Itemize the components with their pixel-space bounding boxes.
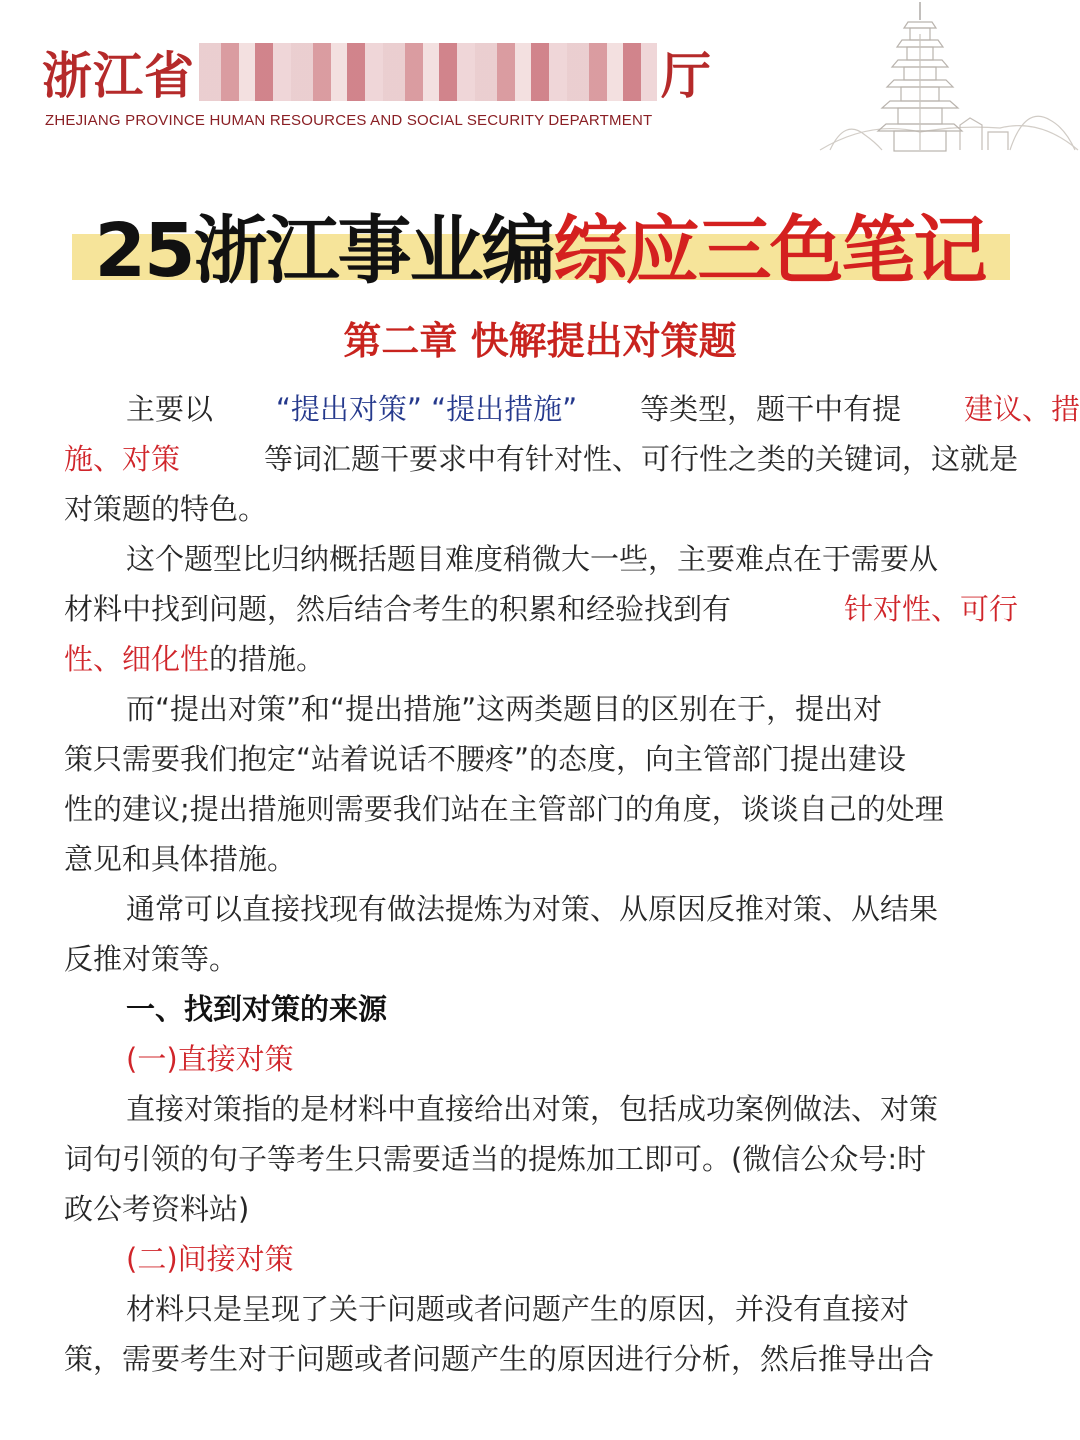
highlight-red-text: 建议、措 <box>963 392 1080 426</box>
paragraph-line <box>64 1137 1018 1178</box>
paragraph-line <box>64 837 1018 878</box>
paragraph-line <box>64 787 1018 828</box>
text-segment: 而“提出对策”和“提出措施”这两类题目的区别在于，提出对 <box>126 692 883 726</box>
paragraph-line <box>64 537 1080 578</box>
paragraph-line <box>64 1287 1080 1328</box>
title-red-part: 综应三色笔记 <box>553 208 986 294</box>
paragraph-line <box>64 1087 1080 1128</box>
subsection-heading <box>64 1037 1080 1078</box>
text-segment: 通常可以直接找现有做法提炼为对策、从原因反推对策、从结果 <box>126 892 939 926</box>
text-segment: 反推对策等。 <box>64 942 239 976</box>
paragraph-line <box>64 737 1018 778</box>
paragraph-line <box>64 1337 1018 1378</box>
highlight-red-text: 施、对策 <box>64 442 181 476</box>
highlight-red-text: 性、细化性 <box>64 642 210 676</box>
section-heading-text: 一、找到对策的来源 <box>126 992 388 1026</box>
highlight-red-text: 针对性、可行 <box>843 592 1018 626</box>
text-segment: 策，需要考生对于问题或者问题产生的原因进行分析，然后推导出合 <box>64 1342 935 1376</box>
paragraph-line <box>64 937 1018 978</box>
text-segment: 对策题的特色。 <box>64 492 268 526</box>
text-segment: 主要以 <box>126 392 214 426</box>
text-segment: 意见和具体措施。 <box>64 842 297 876</box>
paragraph-line <box>64 587 1018 628</box>
text-segment: 的措施。 <box>209 642 326 676</box>
main-title <box>0 192 1080 298</box>
text-segment: 词句引领的句子等考生只需要适当的提炼加工即可。(微信公众号:时 <box>64 1142 927 1176</box>
text-segment: 政公考资料站) <box>64 1192 250 1226</box>
department-name-cn <box>42 36 712 108</box>
paragraph-line <box>64 387 1080 428</box>
text-segment: 这个题型比归纳概括题目难度稍微大一些，主要难点在于需要从 <box>126 542 939 576</box>
chapter-subtitle: 第二章 快解提出对策题 <box>343 319 737 363</box>
text-segment: 策只需要我们抱定“站着说话不腰疼”的态度，向主管部门提出建设 <box>64 742 907 776</box>
text-segment: 材料只是呈现了关于问题或者问题产生的原因，并没有直接对 <box>126 1292 910 1326</box>
blurred-mosaic <box>199 43 657 101</box>
highlight-blue-text: “提出对策” “提出措施” <box>275 392 578 426</box>
text-segment: 材料中找到问题，然后结合考生的积累和经验找到有 <box>64 592 732 626</box>
paragraph-line <box>64 637 1018 678</box>
subsection-indirect-title: (二)间接对策 <box>126 1242 294 1276</box>
paragraph-line <box>64 887 1080 928</box>
text-segment: 直接对策指的是材料中直接给出对策，包括成功案例做法、对策 <box>126 1092 939 1126</box>
text-segment: 等类型，题干中有提 <box>640 392 902 426</box>
subsection-direct-title: (一)直接对策 <box>126 1042 294 1076</box>
paragraph-line <box>64 687 1080 728</box>
department-name-end: 厅 <box>661 46 712 105</box>
department-header <box>0 0 1080 175</box>
section-heading <box>64 987 1080 1028</box>
title-black-part: 25浙江事业编 <box>94 208 554 294</box>
pagoda-illustration <box>810 0 1080 170</box>
department-name-start: 浙江省 <box>42 46 195 105</box>
text-segment: 性的建议;提出措施则需要我们站在主管部门的角度，谈谈自己的处理 <box>64 792 944 826</box>
subsection-heading <box>64 1237 1080 1278</box>
paragraph-line <box>64 487 1018 528</box>
text-segment: 等词汇题干要求中有针对性、可行性之类的关键词，这就是 <box>263 442 1018 476</box>
paragraph-line <box>64 437 1018 478</box>
department-name-en: ZHEJIANG PROVINCE HUMAN RESOURCES AND SOCIAL SECURITY DEPARTMENT <box>45 112 653 129</box>
paragraph-line <box>64 1187 1018 1228</box>
